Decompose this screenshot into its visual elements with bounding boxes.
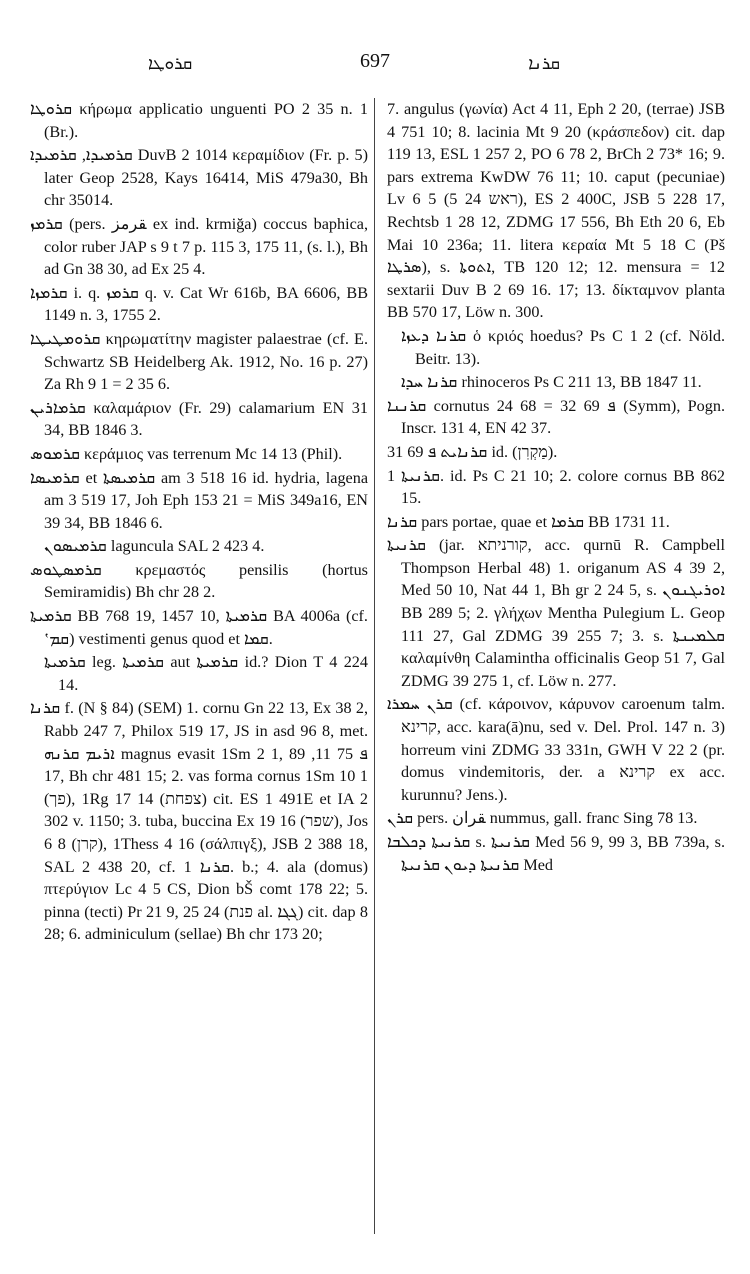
dictionary-entry: ܩܪܢܐ pars portae, quae et ܩܪܡܐ BB 1731 11. (387, 512, 670, 531)
dictionary-entry: ܩܪܡܝܕܐ, ܩܪܡܝܕܐ DuvB 2 1014 κεραμίδιον (Fr. p. 5) later Geop 2528, Kays 16414, MiS 479a30, Bh chr 35014. (30, 146, 368, 210)
dictionary-subentry: ܩܪܡܝܬܐ leg. ܩܪܡܝܬܐ aut ܩܪܡܝܬܐ id.? Dion T 4 224 14. (44, 653, 368, 694)
dictionary-entry: ܩܪܘܛܐ κήρωμα applicatio unguenti PO 2 35 n. 1 (Br.). (30, 100, 368, 141)
dictionary-entry: ܩܪܢܝܬܐ 1. id. Ps C 21 10; 2. colore cornus BB 862 15. (387, 466, 725, 508)
dictionary-entry: ܩܪܡܙܐ i. q. ܩܪܡܙ q. v. Cat Wr 616b, BA 6606, BB 1149 n. 3, 1755 2. (30, 283, 369, 325)
right-column (387, 98, 725, 877)
dictionary-entry: ܩܪܢ pers. ‍قران nummus, gall. franc Sing 78 13. (387, 809, 698, 828)
dictionary-entry: ܩܪܢ ܚܡܪܐ (cf. κάροινον, κάρυνον caroenum talm. קרינא, acc. kara(ā)nu, sed v. Del. Prol. 147 n. 3) horreum vini ZDMG 33 331n, GWH V 22 2 (pr. domus vindemitoris, der. a קרינא ex acc. kurunnu? Jens.). (387, 695, 725, 804)
dictionary-subentry: ܩܪܡܝܣܘܢ laguncula SAL 2 423 4. (44, 537, 265, 556)
dictionary-entry: ܩܪܢܝܬܐ ܕܟܠܒܐ s. ܩܪܢܝܬܐ Med 56 9, 99 3, BB 739a, s. ܩܪܢܝܬܐ ܕܝܘܢ ܩܪܢܝܬܐ Med (387, 833, 725, 874)
left-column (30, 98, 368, 947)
dictionary-subentry: ܩܪܢܐ ܚܕܐ rhinoceros Ps C 211 13, BB 1847 11. (401, 373, 702, 392)
right-running-headword: ܩܪܢܐ (528, 54, 560, 74)
dictionary-entry: ܩܪܢܝܬܐ (jar. קורניתא, acc. qurnū R. Campbell Thompson Herbal 48) 1. origanum AS 4 39 2, Med 50 10, Nat 44 1, Bh gr 2 24 5, s. ܐܘܪܝܓܢܘܢ BB 289 5; 2. γλήχων Mentha Pulegium L. Geop 111 27, Gal ZDMG 39 255 7; 3. s. ܩܠܡܝܢܬܐ καλαμίνθη Calamintha officinalis Geop 51 7, Gal ZDMG 39 275 1, cf. Löw n. 277. (387, 536, 725, 690)
column-divider (374, 98, 375, 1234)
dictionary-entry-continuation: 7. angulus (γωνία) Act 4 11, Eph 2 20, (terrae) JSB 4 751 10; 8. lacinia Mt 9 20 (κράσπεδον) cit. dap 119 13, ESL 1 257 2, PO 6 78 2, BrCh 2 73* 16; 9. pars extrema KwDW 76 11; 10. caput (pecuniae) Lv 6 5 (5 24 ראש), ES 2 400C, JSB 5 228 17, Rechtsb 1 28 12, ZDMG 17 556, Bh Eth 20 6, Eb Mai 10 236a; 11. litera κεραία Mt 5 18 C (Pš ܣܪܛܐ), s. ܐܬܘܬܐ, TB 120 12; 12. mensura = 12 sextarii Duv B 2 69 16. 17; 13. δίκταμνον planta BB 570 17, Löw n. 300. (387, 100, 725, 322)
dictionary-entry: ܩܪܢܢܐ cornutus ܦ 69 32 = 68 24 (Symm), Pogn. Inscr. 131 4, EN 42 37. (387, 396, 725, 438)
left-running-headword: ܩܪܘܛܐ (148, 54, 193, 74)
dictionary-entry: ܩܪܘܡܛܝܛܐ κηρωματίτην magister palaestrae (cf. E. Schwartz SB Heidelberg Ak. 1912, No. 16 p. 27) Za Rh 9 1 = 2 35 6. (30, 329, 368, 394)
page-header (30, 50, 720, 76)
dictionary-subentry: ܩܪܢܐ ܕܥܙܐ ὁ κριός hoedus? Ps C 1 2 (cf. Nöld. Beitr. 13). (401, 326, 725, 368)
dictionary-entry: ܩܪܡܝܬܐ BB 768 19, 1457 10, ܩܪܡܝܬܐ BA 4006a (cf. ‛ܩܡ) vestimenti genus quod et ܩܡܐ. (30, 607, 368, 648)
dictionary-entry: ܩܪܢܐ f. (N § 84) (SEM) 1. cornu Gn 22 13, Ex 38 2, Rabb 247 7, Philox 519 17, JS in asd 96 8, met. ܐܪܝܡ ܩܪܢܗ magnus evasit 1Sm 2 1, ܦ 75 11, 89 17, Bh chr 481 15; 2. vas forma cornus 1Sm 10 1 (פך), 1Rg 17 14 (צפחת) cit. ES 1 491E et IA 2 302 v. 1150; 3. tuba, buccina Ex 19 16 (שפר), Jos 6 8 (קרן), 1Thess 4 16 (σάλπιγξ), JSB 2 388 18, SAL 2 438 20, cf. ܩܪܢܐ 1. b.; 4. ala (domus) πτερύγιον Lc 4 5 CS, Dion bŠ comt 178 22; 5. pinna (tecti) Pr 21 9, 25 24 (פנת al. ܓܓܐ) cit. dap 8 28; 6. adminiculum (sellae) Bh chr 173 20; (30, 699, 369, 944)
dictionary-entry: ܩܪܡܐܪܝܢ καλαμάριον (Fr. 29) calamarium EN 31 34, BB 1846 3. (30, 398, 368, 440)
page-number: 697 (360, 50, 390, 72)
dictionary-entry: ܩܪܡܣܛܘܣ κρεμαστός pensilis (hortus Semiramidis) Bh chr 28 2. (30, 560, 368, 602)
dictionary-entry: ܩܪܡܝܣܐ et ܩܪܡܝܣܬܐ am 3 518 16 id. hydria, lagena am 3 519 17, Joh Eph 153 21 = MiS 349a16, EN 39 34, BB 1846 6. (30, 468, 368, 532)
dictionary-entry: ܩܪܡܘܣ κεράμιος vas terrenum Mc 14 13 (Phil). (30, 444, 343, 463)
dictionary-entry: ܩܪܡܙ (pers. ‍قرمز ex ind. krmiğa) coccus baphica, color ruber JAP s 9 t 7 p. 115 3, 175 11, (s. l.), Bh ad Gn 38 30, ad Ex 25 4. (30, 214, 368, 279)
dictionary-entry: ܩܪܢܐܝܬ ܦ 69 31 id. (מַקְרִן). (387, 442, 558, 461)
